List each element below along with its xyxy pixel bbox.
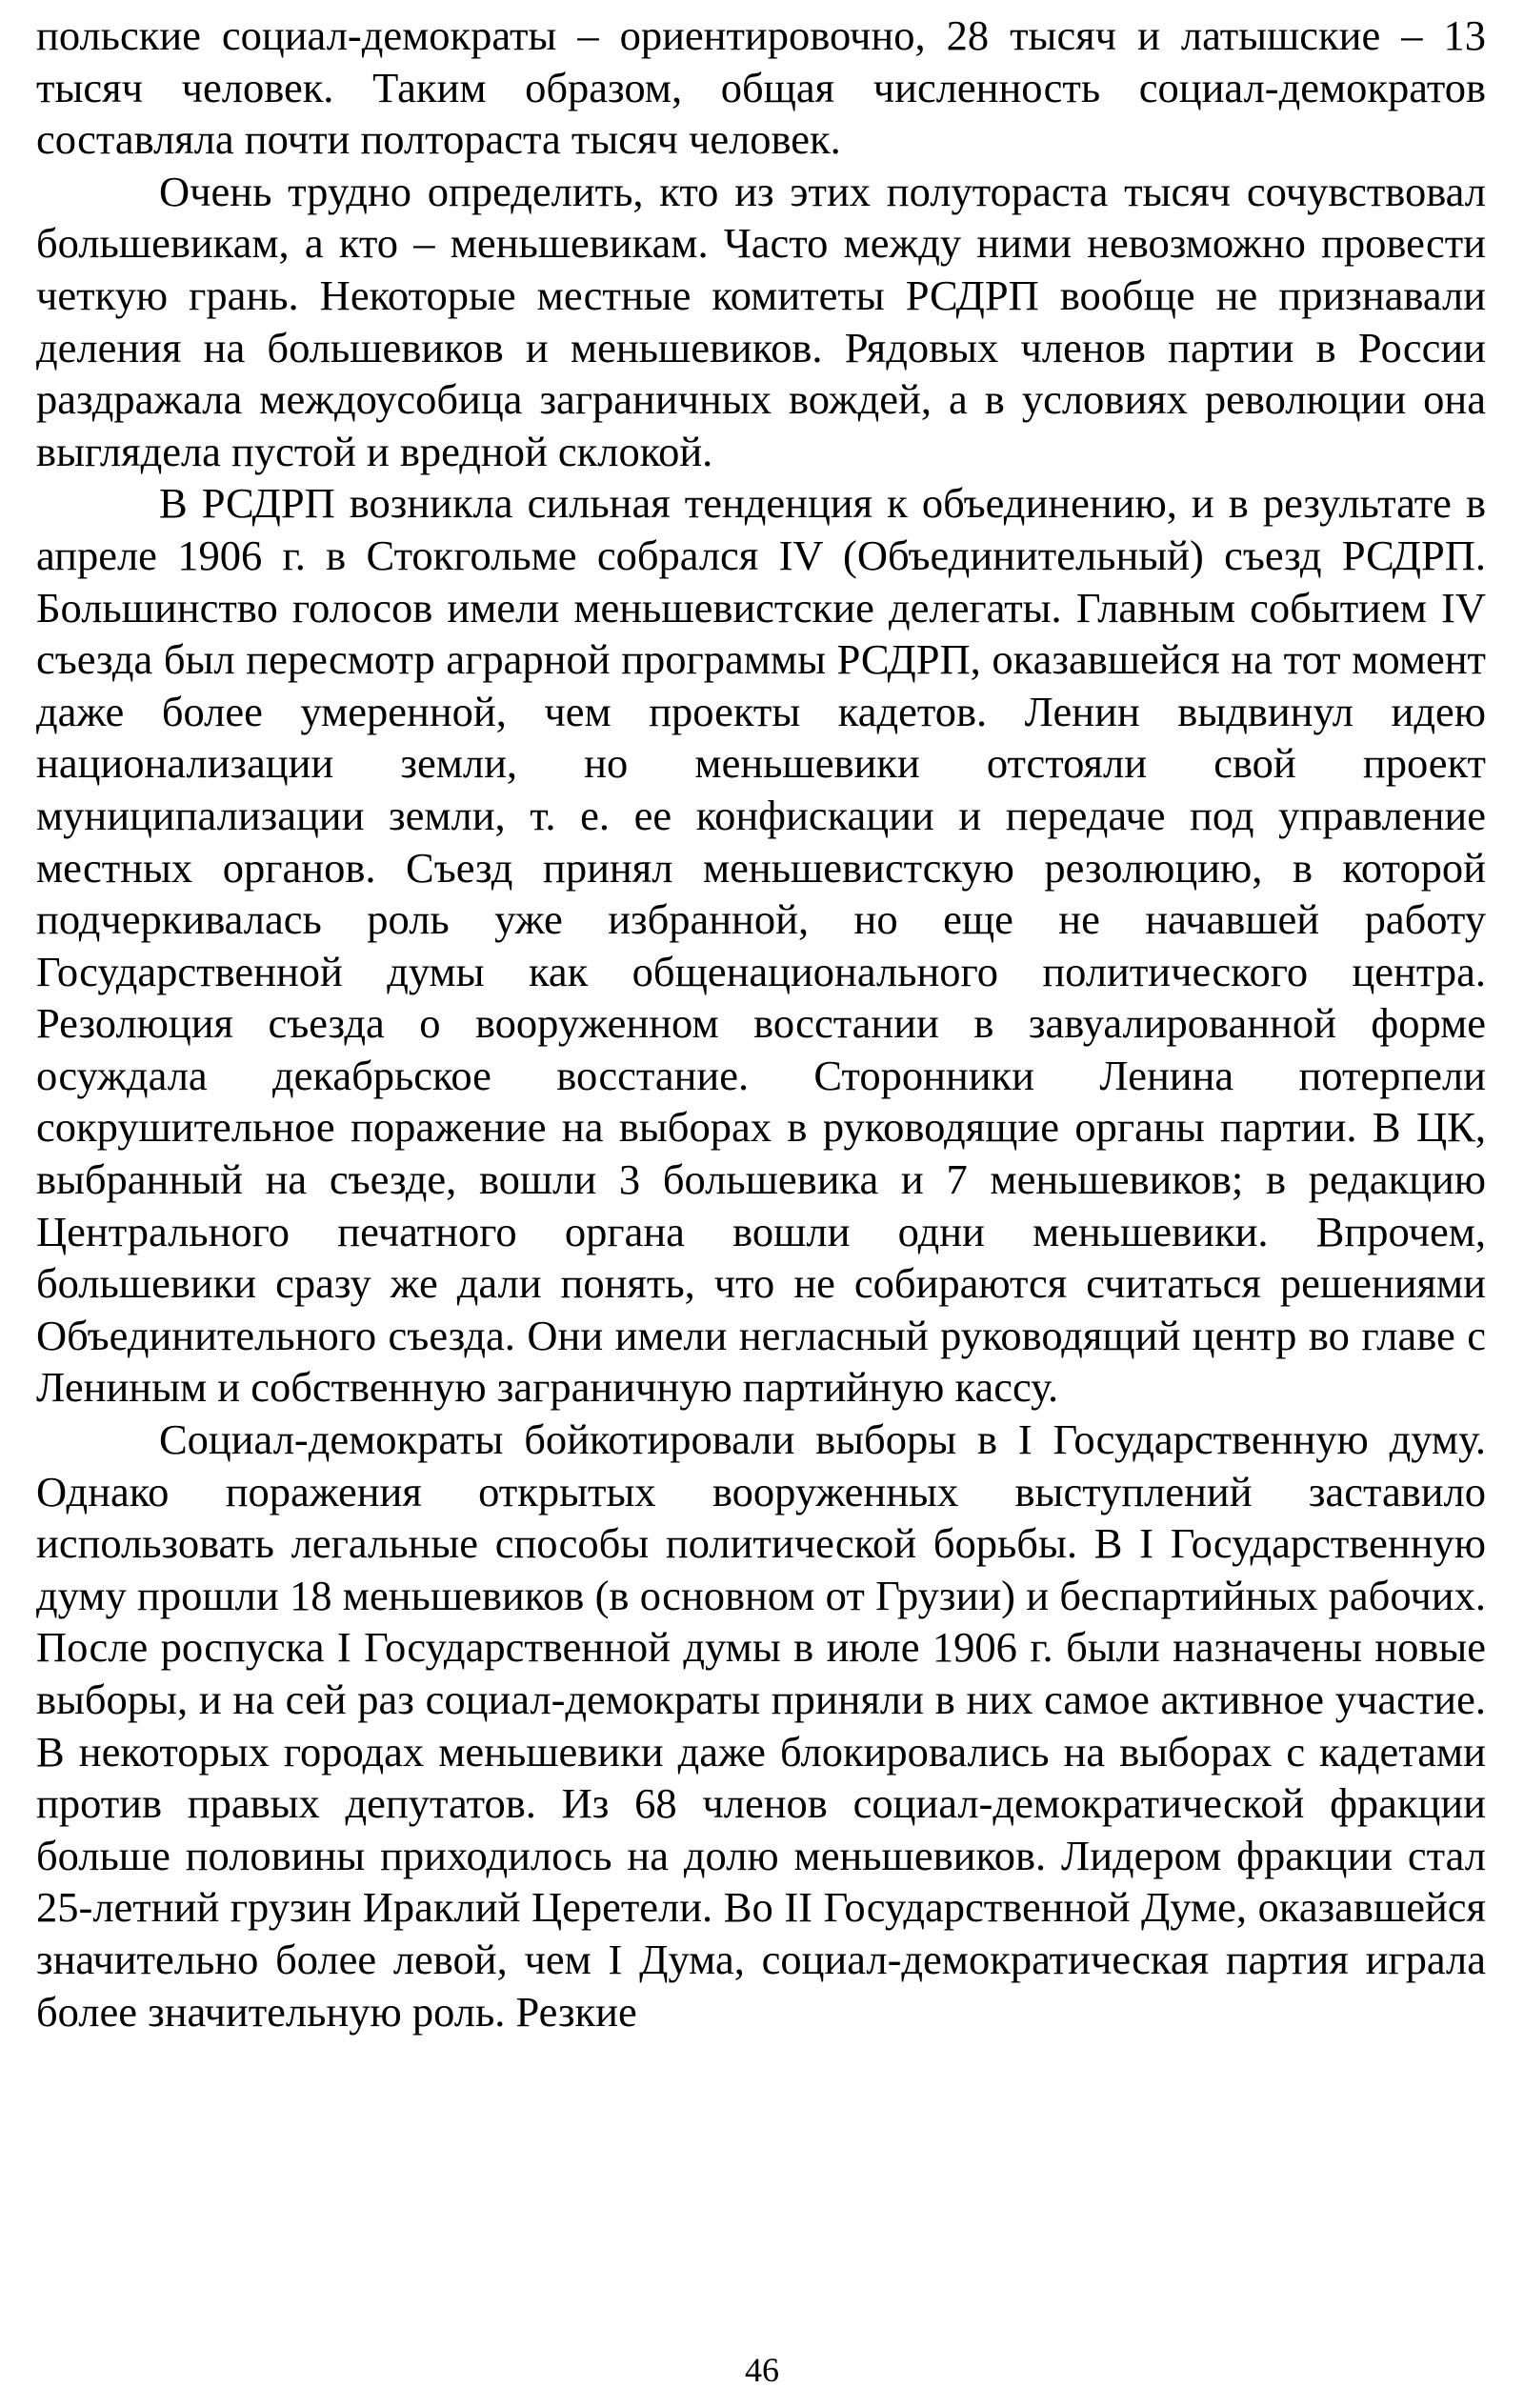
paragraph-fourth-congress: В РСДРП возникла сильная тенденция к объединению, и в результате в апреле 1906 г. в Стокгольме собрался IV (Объединительный) съезд РСДРП. Большинство голосов имели меньшевистские делегаты. Главным событием IV съезда был пересмотр аграрной программы РСДРП, оказавшейся на тот момент даже более умеренной, чем проекты кадетов. Ленин выдвинул идею национализации земли, но меньшевики отстояли свой проект муниципализации земли, т. е. ее конфискации и передаче под управление местных органов. Съезд принял меньшевистскую резолюцию, в которой подчеркивалась роль уже избранной, но еще не начавшей работу Государственной думы как общенационального политического центра. Резолюция съезда о вооруженном восстании в завуалированной форме осуждала декабрьское восстание. Сторонники Ленина потерпели сокрушительное поражение на выборах в руководящие органы партии. В ЦК, выбранный на съезде, вошли 3 большевика и 7 меньшевиков; в редакцию Центрального печатного органа вошли одни меньшевики. Впрочем, большевики сразу же дали понять, что не собираются считаться решениями Объединительного съезда. Они имели негласный руководящий центр во главе с Лениным и собственную заграничную партийную кассу.: [36, 479, 1486, 1412]
paragraph-continuation: польские социал-демократы – ориентировочно, 28 тысяч и латышские – 13 тысяч человек. Таким образом, общая численность социал-демократов составляла почти полтораста тысяч человек.: [36, 11, 1486, 164]
paragraph-bolsheviks-mensheviks: Очень трудно определить, кто из этих полутораста тысяч сочувствовал большевикам, а кто – меньшевикам. Часто между ними невозможно провести четкую грань. Некоторые местные комитеты РСДРП вообще не признавали деления на большевиков и меньшевиков. Рядовых членов партии в России раздражала междоусобица заграничных вождей, а в условиях революции она выглядела пустой и вредной склокой.: [36, 167, 1486, 475]
page-number: 46: [745, 2351, 779, 2389]
document-page: [36, 10, 1486, 2037]
paragraph-state-duma: Социал-демократы бойкотировали выборы в I Государственную думу. Однако поражения открытых вооруженных выступлений заставило использовать легальные способы политической борьбы. В I Государственную думу прошли 18 меньшевиков (в основном от Грузии) и беспартийных рабочих. После роспуска I Государственной думы в июле 1906 г. были назначены новые выборы, и на сей раз социал-демократы приняли в них самое активное участие. В некоторых городах меньшевики даже блокировались на выборах с кадетами против правых депутатов. Из 68 членов социал-демократической фракции больше половины приходилось на долю меньшевиков. Лидером фракции стал 25-летний грузин Ираклий Церетели. Во II Государственной Думе, оказавшейся значительно более левой, чем I Дума, социал-демократическая партия играла более значительную роль. Резкие: [36, 1415, 1486, 2036]
